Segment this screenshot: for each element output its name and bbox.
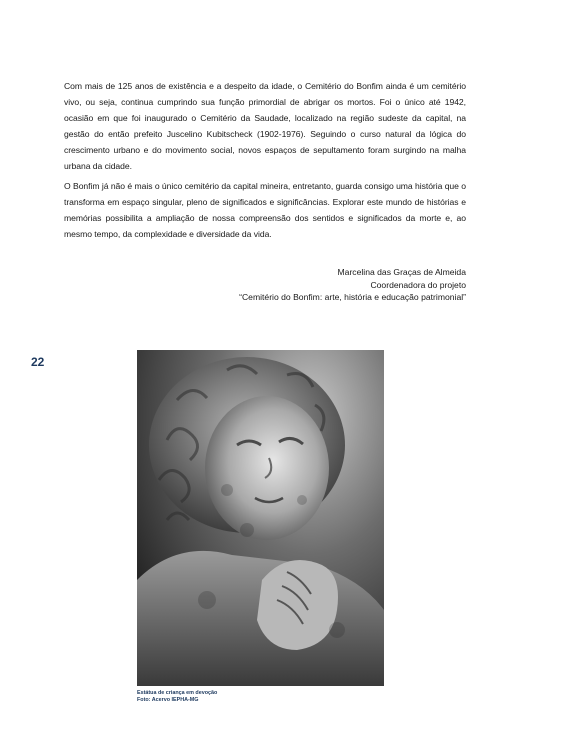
body-text bbox=[64, 78, 466, 245]
page-number: 22 bbox=[31, 355, 45, 369]
caption-credit: Foto: Acervo IEPHA-MG bbox=[137, 697, 199, 704]
signature-project: “Cemitério do Bonfim: arte, história e educação patrimonial” bbox=[239, 292, 466, 303]
paragraph-1: Com mais de 125 anos de existência e a despeito da idade, o Cemitério do Bonfim ainda é um cemitério vivo, ou seja, continua cumprindo sua função primordial de abrigar os mortos. Foi o único até 1942, ocasião em que foi inaugurado o Cemitério da Saudade, localizado na região sudeste da capital, na gestão do então prefeito Juscelino Kubitscheck (1902-1976). Seguindo o curso natural da lógica do crescimento urbano e do movimento social, novos espaços de sepultamento foram surgindo na malha urbana da cidade. bbox=[64, 81, 466, 172]
paragraph-2: O Bonfim já não é mais o único cemitério da capital mineira, entretanto, guarda consigo uma história que o transforma em espaço singular, pleno de significados e significâncias. Explorar este mundo de histórias e memórias possibilita a ampliação de nossa compreensão dos sentidos e significados da morte e, ao mesmo tempo, da complexidade e diversidade da vida. bbox=[64, 180, 466, 239]
signature-name: Marcelina das Graças de Almeida bbox=[337, 267, 466, 277]
signature-role: Coordenadora do projeto bbox=[370, 279, 466, 290]
statue-photo bbox=[137, 350, 384, 686]
photo-caption bbox=[137, 690, 217, 704]
signature-block bbox=[239, 266, 466, 304]
caption-title: Estátua de criança em devoção bbox=[137, 690, 218, 696]
